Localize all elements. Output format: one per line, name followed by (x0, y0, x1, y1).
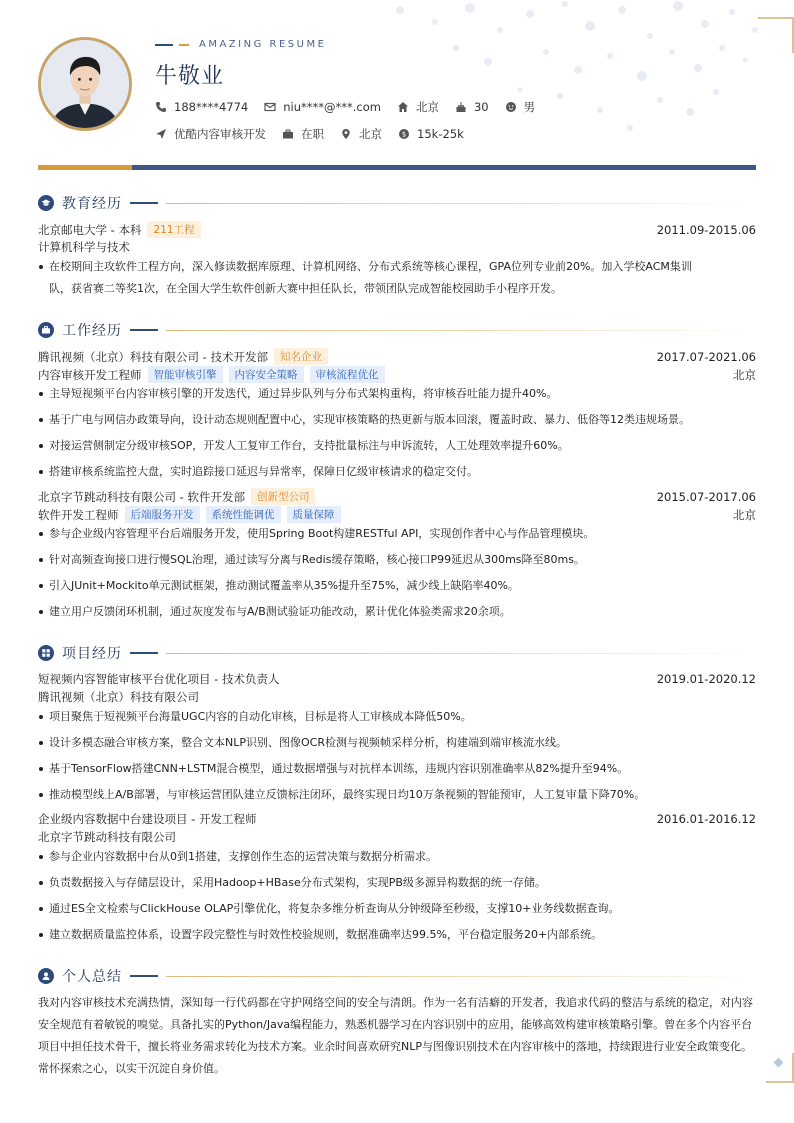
work-date: 2017.07-2021.06 (656, 349, 756, 364)
education-detail-continued (38, 278, 754, 300)
skill-badge: 质量保障 (287, 506, 341, 523)
candidate-name: 牛敬业 (155, 64, 225, 89)
education-detail-line: 队，获省赛二等奖1次，在全国大学生软件创新大赛中担任队长，带领团队完成智能校园助手小程序开发。 (49, 282, 562, 295)
summary-text: 我对内容审核技术充满热情，深知每一行代码都在守护网络空间的安全与清朗。作为一名有洁癖的开发者，我追求代码的整洁与系统的稳定，对内容安全规范有着敏锐的嗅觉。具备扎实的Python/Java编程能力，熟悉机器学习在内容识别中的应用，能够高效构建审核策略引擎。曾在多个内容平台项目中担任技术骨干，擅长将业务需求转化为技术方案。业余时间喜欢研究NLP与图像识别技术在内容审核中的落地，持续跟进行业安全政策变化。常怀探索之心，以实干沉淀自身价值。 (38, 996, 753, 1075)
job-intent-info (155, 126, 266, 142)
section-title-underline (130, 652, 158, 654)
salary-info (398, 127, 464, 141)
school-tag-badge: 211工程 (147, 221, 200, 238)
project-bullet: 基于TensorFlow搭建CNN+LSTM混合模型，通过数据增强与对抗样本训练，违规内容识别准确率从82%提升至94%。 (38, 758, 754, 780)
project-name: 短视频内容智能审核平台优化项目 - 技术负责人 (38, 672, 280, 686)
company-tag-badge: 知名企业 (274, 348, 328, 365)
company-tag-badge: 创新型公司 (251, 488, 316, 505)
section-rule (166, 976, 756, 977)
gender-info (505, 99, 536, 115)
section-title-underline (130, 329, 158, 331)
major-name: 计算机科学与技术 (38, 240, 130, 254)
education-entry-header (38, 221, 756, 238)
home-icon (397, 101, 409, 113)
project-bullet: 项目聚焦于短视频平台海量UGC内容的自动化审核，目标是将人工审核成本降低50%。 (38, 706, 754, 728)
project-name: 企业级内容数据中台建设项目 - 开发工程师 (38, 812, 257, 826)
company-name: 腾讯视频（北京）科技有限公司 - 技术开发部 (38, 349, 268, 364)
project-bullet: 建立数据质量监控体系，设置字段完整性与时效性校验规则，数据准确率达99.5%，平台稳定服务20+内部系统。 (38, 924, 754, 946)
age-info (455, 100, 489, 114)
project-bullet: 通过ES全文检索与ClickHouse OLAP引擎优化，将复杂多维分析查询从分钟级降至秒级，支撑10+业务线数据查询。 (38, 898, 754, 920)
grid-apps-icon (38, 645, 54, 661)
section-heading-summary (38, 966, 756, 986)
skill-badge: 后端服务开发 (125, 506, 200, 523)
role-title: 软件开发工程师 (38, 507, 119, 522)
status-info (282, 126, 324, 142)
project-bullet: 推动模型线上A/B部署，与审核运营团队建立反馈标注闭环，最终实现日均10万条视频的智能预审，人工复审量下降70%。 (38, 784, 754, 806)
work-bullet: 引入JUnit+Mockito单元测试框架，推动测试覆盖率从35%提升至75%，减少线上缺陷率40%。 (38, 575, 754, 597)
work-entry-header (38, 348, 756, 365)
skill-badge: 智能审核引擎 (148, 366, 223, 383)
age-text: 30 (473, 100, 489, 114)
section-title-underline (130, 975, 158, 977)
phone-text: 188****4774 (174, 100, 249, 114)
gender-text: 男 (523, 100, 536, 114)
corner-decoration-bottom-right (766, 1053, 794, 1083)
project-entry-header (38, 671, 756, 687)
section-heading-education (38, 193, 756, 213)
work-bullet: 对接运营侧制定分级审核SOP，开发人工复审工作台，支持批量标注与申诉流转，人工处理效率提升60%。 (38, 435, 754, 457)
tagline-bar-navy (155, 44, 173, 46)
section-rule (166, 203, 756, 204)
section-rule (166, 653, 756, 654)
project-org: 腾讯视频（北京）科技有限公司 (38, 690, 199, 704)
section-rule (166, 330, 756, 331)
avatar (38, 37, 132, 131)
graduation-cap-icon (38, 195, 54, 211)
work-location: 北京 (733, 367, 756, 382)
city-text: 北京 (415, 100, 439, 114)
resume-tagline (155, 39, 326, 50)
project-org: 北京字节跳动科技有限公司 (38, 830, 176, 844)
project-bullet: 参与企业内容数据中台从0到1搭建，支撑创作生态的运营决策与数据分析需求。 (38, 846, 754, 868)
cake-icon (455, 101, 467, 113)
briefcase-icon (38, 322, 54, 338)
project-bullet: 负责数据接入与存储层设计，采用Hadoop+HBase分布式架构，实现PB级多源异构数据的统一存储。 (38, 872, 754, 894)
project-entry-header (38, 811, 756, 827)
role-title: 内容审核开发工程师 (38, 367, 142, 382)
divider-bar-navy (132, 165, 756, 170)
work-entry-header (38, 488, 756, 505)
work-bullet: 参与企业级内容管理平台后端服务开发，使用Spring Boot构建RESTful API，实现创作者中心与作品管理模块。 (38, 523, 754, 545)
section-title: 项目经历 (62, 646, 122, 662)
phone-info (155, 100, 248, 114)
salary-text: 15k-25k (417, 127, 464, 141)
skill-badge: 系统性能调优 (206, 506, 281, 523)
work-date: 2015.07-2017.06 (656, 489, 756, 504)
send-icon (155, 128, 167, 140)
email-info (264, 100, 381, 114)
work-bullet: 搭建审核系统监控大盘，实时追踪接口延迟与异常率，保障日亿级审核请求的稳定交付。 (38, 461, 754, 483)
company-name: 北京字节跳动科技有限公司 - 软件开发部 (38, 489, 245, 504)
location-pin-icon (340, 128, 352, 140)
work-bullet: 主导短视频平台内容审核引擎的开发迭代，通过异步队列与分布式架构重构，将审核吞吐能力提升40%。 (38, 383, 754, 405)
skill-badge: 内容安全策略 (229, 366, 304, 383)
section-title: 工作经历 (62, 323, 122, 339)
project-date: 2019.01-2020.12 (656, 672, 756, 686)
email-text: niu****@***.com (283, 100, 381, 114)
section-title-underline (130, 202, 158, 204)
mail-icon (264, 101, 276, 113)
work-location: 北京 (733, 507, 756, 522)
corner-decoration-top-right (758, 17, 794, 53)
tagline-text: AMAZING RESUME (199, 39, 327, 50)
education-detail (38, 256, 754, 278)
target-city-text: 北京 (359, 127, 382, 141)
job-intent-row (155, 126, 480, 142)
header-divider-bar (38, 165, 756, 170)
briefcase-icon (282, 128, 294, 140)
user-icon (38, 968, 54, 984)
divider-bar-gold (38, 165, 132, 170)
svg-text:$: $ (401, 130, 407, 139)
school-name: 北京邮电大学 - 本科 (38, 222, 142, 237)
coin-icon (398, 128, 410, 140)
target-city-info (340, 126, 382, 142)
skill-badge: 审核流程优化 (310, 366, 385, 383)
project-date: 2016.01-2016.12 (656, 812, 756, 826)
job-intent-text: 优酷内容审核开发 (174, 127, 266, 141)
education-date: 2011.09-2015.06 (656, 222, 756, 237)
status-text: 在职 (301, 127, 324, 141)
section-heading-projects (38, 643, 756, 663)
phone-icon (155, 101, 167, 113)
education-detail-line: 在校期间主攻软件工程方向，深入修读数据库原理、计算机网络、分布式系统等核心课程，GPA位列专业前20%。加入学校ACM集训 (49, 260, 692, 273)
section-title: 个人总结 (62, 969, 122, 985)
work-bullet: 针对高频查询接口进行慢SQL治理，通过读写分离与Redis缓存策略，核心接口P99延迟从300ms降至80ms。 (38, 549, 754, 571)
work-bullet: 基于广电与网信办政策导向，设计动态规则配置中心，实现审核策略的热更新与版本回滚，覆盖时政、暴力、低俗等12类违规场景。 (38, 409, 754, 431)
work-role-line (38, 366, 756, 383)
contact-info-row (155, 99, 551, 115)
section-heading-work (38, 320, 756, 340)
city-info (397, 99, 439, 115)
tagline-bar-gold (179, 44, 189, 46)
work-bullet: 建立用户反馈闭环机制，通过灰度发布与A/B测试验证功能改动，累计优化体验类需求20余项。 (38, 601, 754, 623)
section-title: 教育经历 (62, 196, 122, 212)
user-face-icon (505, 101, 517, 113)
project-bullet: 设计多模态融合审核方案，整合文本NLP识别、图像OCR检测与视频帧采样分析，构建端到端审核流水线。 (38, 732, 754, 754)
work-role-line (38, 506, 756, 523)
